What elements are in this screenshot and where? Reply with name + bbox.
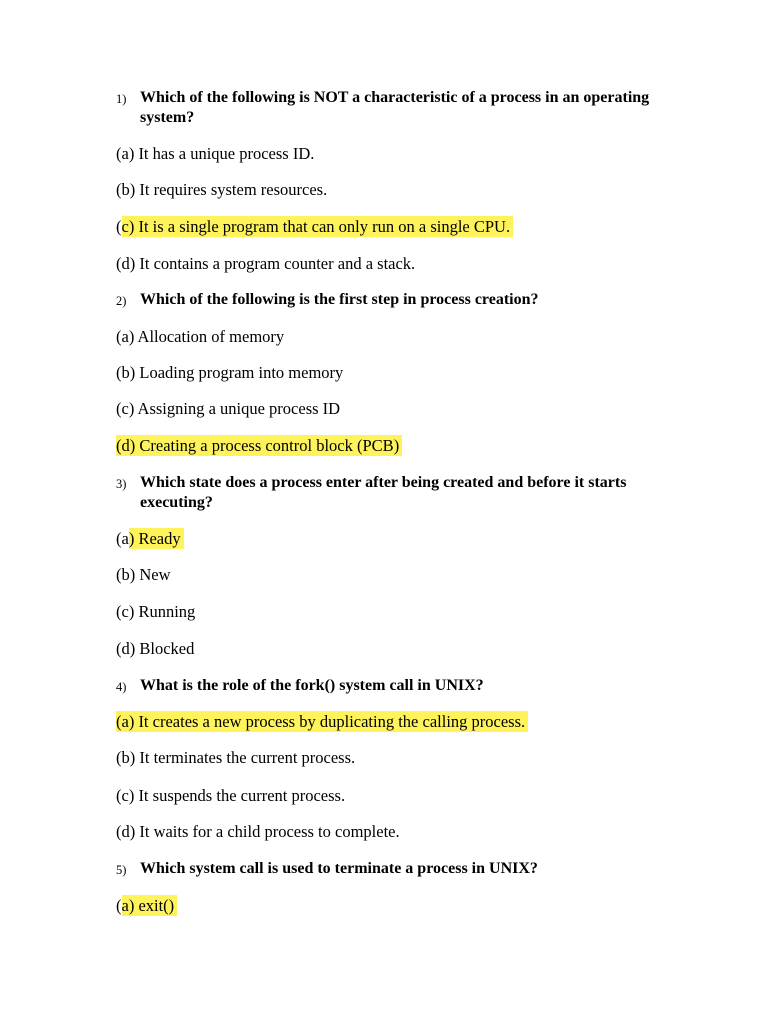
question-number: 5) — [116, 863, 127, 877]
option-prefix: (a — [116, 529, 129, 548]
option-1b: (b) It requires system resources. — [116, 180, 328, 199]
option-3b: (b) New — [116, 565, 171, 584]
highlighted-answer: ) Ready — [129, 528, 184, 549]
option-2b: (b) Loading program into memory — [116, 363, 344, 382]
highlighted-answer: a) exit() — [122, 895, 178, 916]
option-1d: (d) It contains a program counter and a stack. — [116, 254, 416, 273]
option-4b: (b) It terminates the current process. — [116, 748, 356, 767]
option-1c — [116, 217, 513, 237]
option-3d: (d) Blocked — [116, 639, 195, 658]
option-4c: (c) It suspends the current process. — [116, 786, 346, 805]
option-3a — [116, 529, 184, 549]
option-prefix: ( — [116, 217, 122, 236]
question-number: 3) — [116, 477, 127, 491]
option-2d — [116, 436, 402, 456]
question-5 — [116, 859, 656, 879]
question-2 — [116, 290, 656, 310]
option-4d: (d) It waits for a child process to complete. — [116, 822, 400, 841]
question-number: 2) — [116, 294, 127, 308]
question-text: Which of the following is NOT a characteristic of a process in an operating system? — [140, 89, 650, 126]
question-text: Which state does a process enter after being created and before it starts executing? — [140, 474, 627, 511]
option-2a: (a) Allocation of memory — [116, 327, 285, 346]
question-text: Which system call is used to terminate a process in UNIX? — [140, 860, 538, 877]
highlighted-answer: c) It is a single program that can only run on a single CPU. — [122, 216, 514, 237]
option-2c: (c) Assigning a unique process ID — [116, 399, 341, 418]
question-3 — [116, 473, 656, 513]
question-4 — [116, 676, 656, 696]
question-number: 4) — [116, 680, 127, 694]
option-5a — [116, 896, 177, 916]
highlighted-answer: (a) It creates a new process by duplicating the calling process. — [116, 711, 528, 732]
question-text: Which of the following is the first step in process creation? — [140, 291, 539, 308]
highlighted-answer: (d) Creating a process control block (PCB) — [116, 435, 402, 456]
option-3c: (c) Running — [116, 602, 196, 621]
option-4a — [116, 712, 528, 732]
question-1 — [116, 88, 656, 128]
question-text: What is the role of the fork() system call in UNIX? — [140, 677, 484, 694]
option-1a: (a) It has a unique process ID. — [116, 144, 315, 163]
question-number: 1) — [116, 92, 127, 106]
option-prefix: ( — [116, 896, 122, 915]
